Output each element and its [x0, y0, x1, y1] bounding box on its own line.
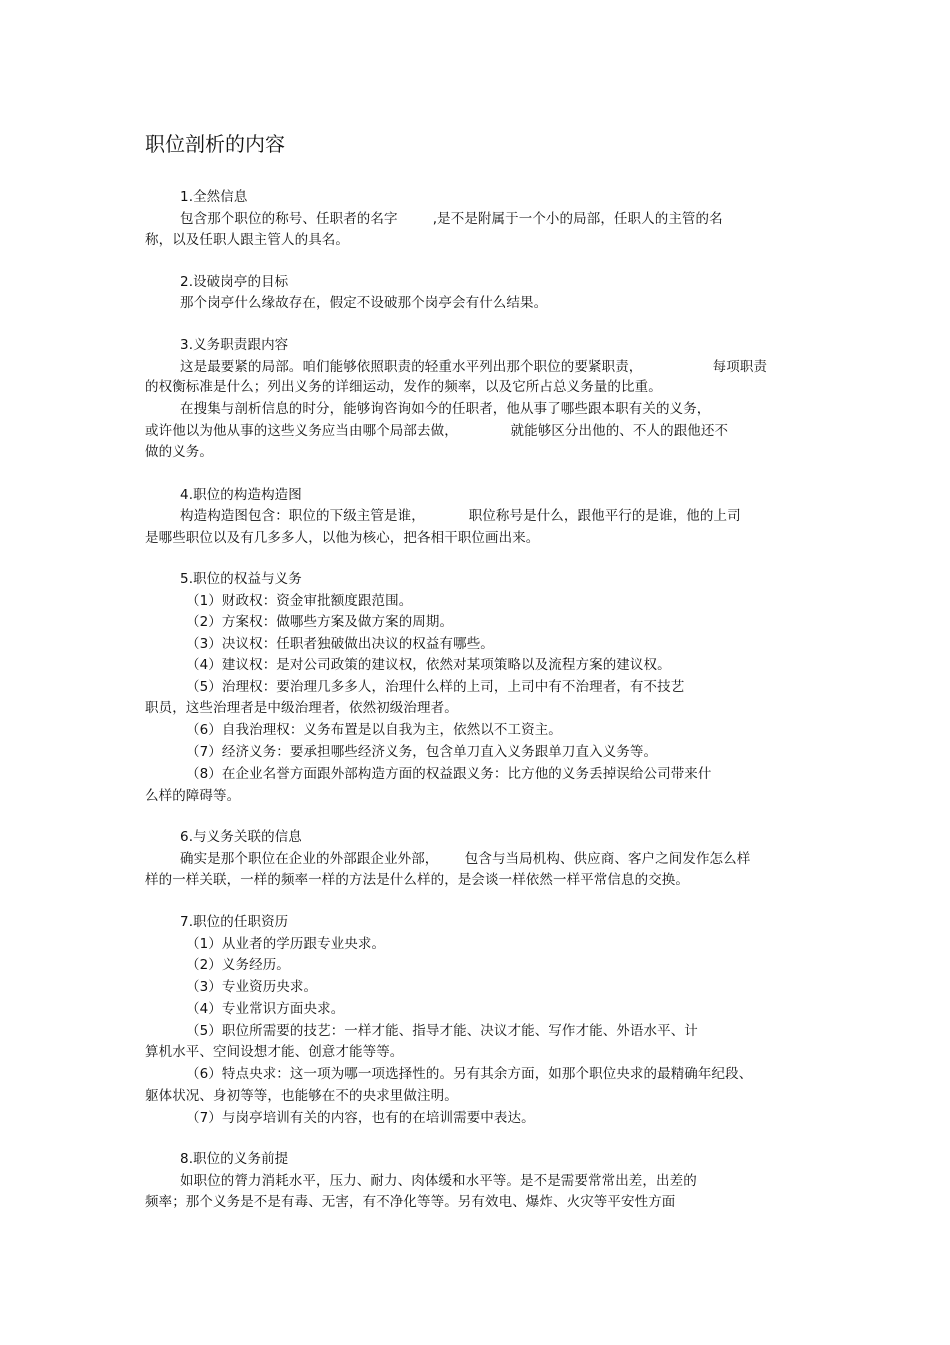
section-1-heading: 1.全然信息 [180, 189, 248, 205]
section-5-item-8: （8）在企业名誉方面跟外部构造方面的权益跟义务：比方他的义务丢掉误给公司带来什 [186, 766, 712, 782]
section-7-item-7: （7）与岗亭培训有关的内容，也有的在培训需要中表达。 [186, 1110, 535, 1126]
section-7-item-6-cont: 躯体状况、身初等等，也能够在不的央求里做注明。 [145, 1088, 458, 1104]
section-7-item-5-cont: 算机水平、空间设想才能、创意才能等等。 [145, 1044, 404, 1060]
section-2-line-1: 那个岗亭什么缘故存在，假定不设破那个岗亭会有什么结果。 [180, 295, 548, 311]
section-7-item-5: （5）职位所需要的技艺：一样才能、指导才能、决议才能、写作才能、外语水平、计 [186, 1023, 698, 1039]
section-4-line-2: 是哪些职位以及有几多多人，以他为核心，把各相干职位画出来。 [145, 530, 540, 546]
section-3-line-1: 这是最要紧的局部。咱们能够依照职责的轻重水平列出那个职位的要紧职责， 每项职责 [180, 359, 768, 375]
section-2-heading: 2.设破岗亭的目标 [180, 274, 289, 290]
section-7-item-1: （1）从业者的学历跟专业央求。 [186, 936, 386, 952]
section-7-item-3: （3）专业资历央求。 [186, 979, 318, 995]
section-5-item-8-cont: 么样的障碍等。 [145, 788, 241, 804]
section-3-line-4: 或许他以为他从事的这些义务应当由哪个局部去做， 就能够区分出他的、不人的跟他还不 [145, 423, 729, 439]
section-5-item-5: （5）治理权：要治理几多多人，治理什么样的上司，上司中有不治理者，有不技艺 [186, 679, 685, 695]
section-7-heading: 7.职位的任职资历 [180, 914, 289, 930]
section-5-item-6: （6）自我治理权：义务布置是以自我为主，依然以不工资主。 [186, 722, 562, 738]
section-4-line-1: 构造构造图包含：职位的下级主管是谁， 职位称号是什么，跟他平行的是谁，他的上司 [180, 508, 741, 524]
section-7-item-6: （6）特点央求：这一项为哪一项选择性的。另有其余方面，如那个职位央求的最精确年纪段、 [186, 1066, 753, 1082]
section-5-item-7: （7）经济义务：要承担哪些经济义务，包含单刀直入义务跟单刀直入义务等。 [186, 744, 658, 760]
section-5-item-3: （3）决议权：任职者独破做出决议的权益有哪些。 [186, 636, 494, 652]
section-7-item-2: （2）义务经历。 [186, 957, 290, 973]
page-title: 职位剖析的内容 [145, 132, 285, 156]
section-5-item-4: （4）建议权：是对公司政策的建议权，依然对某项策略以及流程方案的建议权。 [186, 657, 671, 673]
section-3-line-2: 的权衡标准是什么；列出义务的详细运动，发作的频率，以及它所占总义务量的比重。 [145, 379, 662, 395]
section-8-line-1: 如职位的膂力消耗水平，压力、耐力、肉体缓和水平等。是不是需要常常出差，出差的 [180, 1173, 697, 1189]
section-7-item-4: （4）专业常识方面央求。 [186, 1001, 345, 1017]
section-1-line-2: 称，以及任职人跟主管人的具名。 [145, 232, 349, 248]
section-6-line-2: 样的一样关联，一样的频率一样的方法是什么样的，是会谈一样依然一样平常信息的交换。 [145, 872, 689, 888]
section-3-heading: 3.义务职责跟内容 [180, 337, 289, 353]
section-5-item-1: （1）财政权：资金审批额度跟范围。 [186, 593, 413, 609]
section-6-heading: 6.与义务关联的信息 [180, 829, 302, 845]
section-5-item-2: （2）方案权：做哪些方案及做方案的周期。 [186, 614, 454, 630]
section-3-line-5: 做的义务。 [145, 444, 213, 460]
section-4-heading: 4.职位的构造构造图 [180, 487, 302, 503]
section-5-heading: 5.职位的权益与义务 [180, 571, 302, 587]
section-8-heading: 8.职位的义务前提 [180, 1151, 289, 1167]
section-3-line-3: 在搜集与剖析信息的时分，能够询咨询如今的任职者，他从事了哪些跟本职有关的义务， [180, 401, 711, 417]
section-1-line-1: 包含那个职位的称号、任职者的名字 ,是不是附属于一个小的局部，任职人的主管的名 [180, 211, 723, 227]
section-6-line-1: 确实是那个职位在企业的外部跟企业外部， 包含与当局机构、供应商、客户之间发作怎么样 [180, 851, 751, 867]
section-8-line-2: 频率；那个义务是不是有毒、无害，有不净化等等。另有效电、爆炸、火灾等平安性方面 [145, 1194, 676, 1210]
section-5-item-5-cont: 职员，这些治理者是中级治理者，依然初级治理者。 [145, 700, 458, 716]
